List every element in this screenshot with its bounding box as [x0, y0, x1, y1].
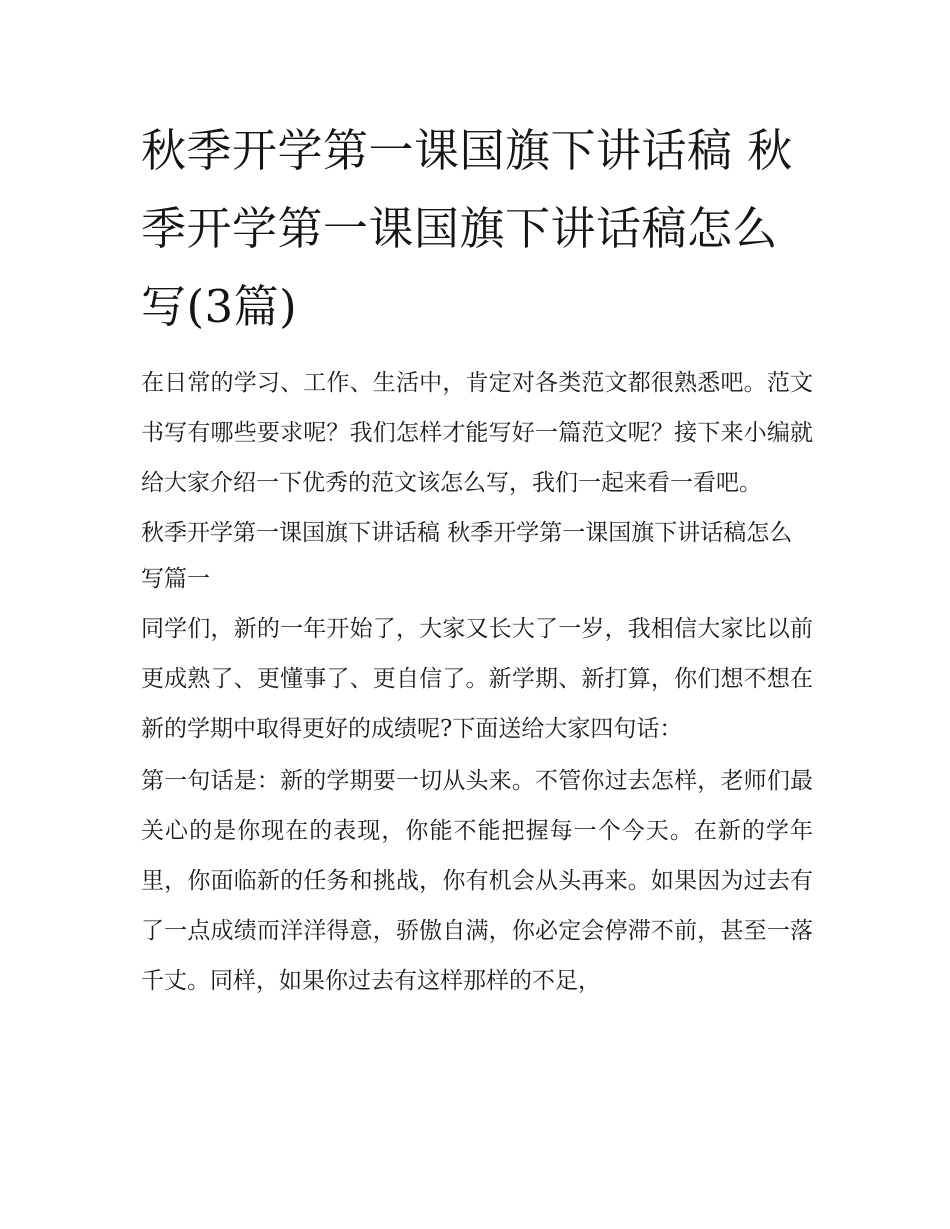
intro-paragraph: 在日常的学习、工作、生活中，肯定对各类范文都很熟悉吧。范文书写有哪些要求呢？我们怎样才能写好一篇范文呢？接下来小编就给大家介绍一下优秀的范文该怎么写，我们一起来看一看吧。	[141, 370, 813, 496]
body-paragraph: 同学们，新的一年开始了，大家又长大了一岁，我相信大家比以前更成熟了、更懂事了、更自信了。新学期、新打算，你们想不想在新的学期中取得更好的成绩呢?下面送给大家四句话：	[141, 616, 813, 742]
body-paragraph: 第一句话是：新的学期要一切从头来。不管你过去怎样，老师们最关心的是你现在的表现，你能不能把握每一个今天。在新的学年里，你面临新的任务和挑战，你有机会从头再来。如果因为过去有了一点成绩而洋洋得意，骄傲自满，你必定会停滞不前，甚至一落千丈。同样，如果你过去有这样那样的不足，	[141, 768, 813, 994]
section-heading: 秋季开学第一课国旗下讲话稿 秋季开学第一课国旗下讲话稿怎么写篇一	[141, 520, 793, 592]
document-title: 秋季开学第一课国旗下讲话稿 秋季开学第一课国旗下讲话稿怎么写(3篇)	[141, 124, 793, 333]
document-page	[141, 112, 813, 1006]
